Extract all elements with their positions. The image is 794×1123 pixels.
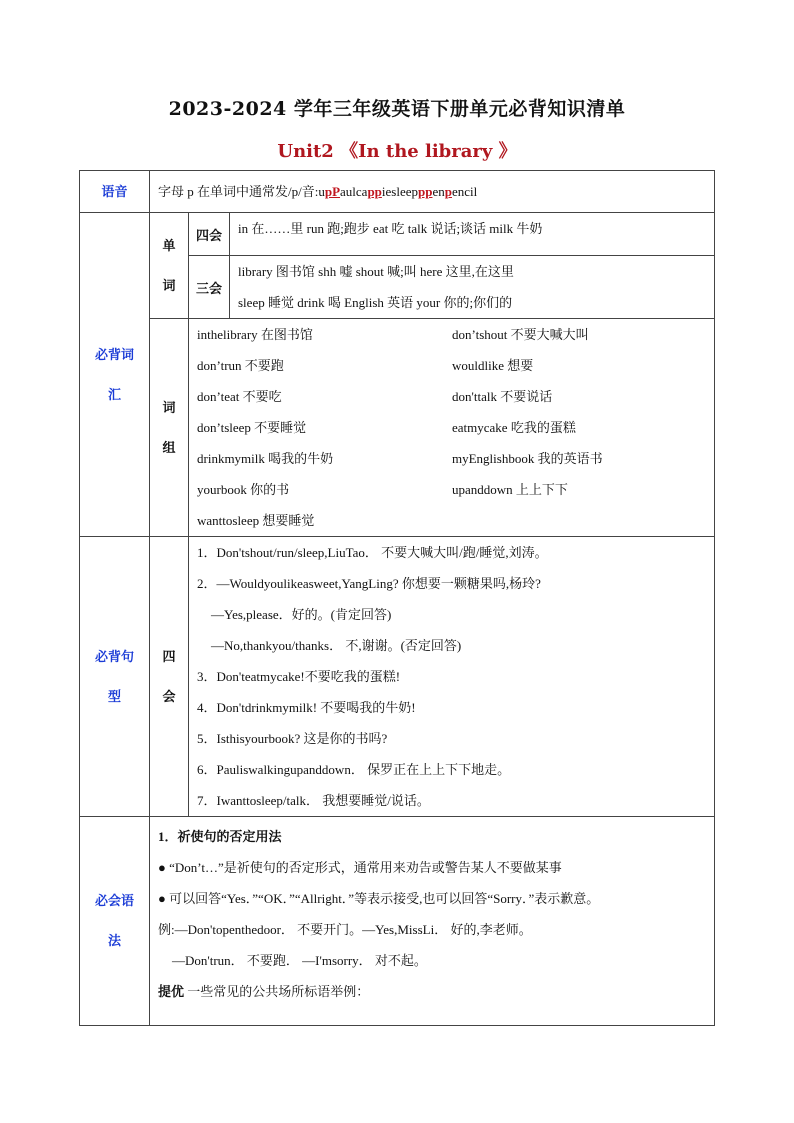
sentence-item: 7．Iwanttosleep/talk． 我想要睡觉/说话。: [197, 793, 430, 808]
sentence-item: 2．—Wouldyoulikeasweet,YangLing? 你想要一颗糖果吗,杨玲?: [197, 576, 541, 591]
phrase-item: [452, 505, 714, 536]
phrase-item: wanttosleep 想要睡觉: [197, 513, 315, 528]
phonics-word-post: iesleep: [381, 184, 418, 199]
phrase-item: myEnglishbook 我的英语书: [452, 451, 603, 466]
vocab-row-phrases: [80, 319, 715, 537]
words-label: 单 词: [150, 213, 189, 319]
vocab-section-label: 必背词 汇: [80, 213, 150, 537]
sentence-item: 6．Pauliswalkingupanddown． 保罗正在上上下下地走。: [197, 762, 511, 777]
phrase-item: drinkmymilk 喝我的牛奶: [197, 451, 334, 466]
phrase-item: don’teat 不要吃: [197, 389, 282, 404]
phonics-label: 语音: [80, 171, 150, 213]
phonics-highlight: pp: [367, 184, 382, 199]
grammar-tip: 提优 一些常见的公共场所标语举例：: [158, 984, 370, 999]
phonics-word: [445, 184, 478, 199]
phrase-item: don'ttalk 不要说话: [452, 389, 553, 404]
phonics-word: [418, 184, 445, 199]
phrase-item: eatmycake 吃我的蛋糕: [452, 420, 576, 435]
sentence-item: 5．Isthisyourbook? 这是你的书吗?: [197, 731, 388, 746]
phonics-highlight: pP: [324, 184, 341, 199]
phrase-list: [189, 319, 714, 536]
sentence-item: 4．Don'tdrinkmymilk! 不要喝我的牛奶!: [197, 700, 416, 715]
level4-label: 四会: [189, 213, 230, 256]
sentences-row: [80, 537, 715, 817]
phrase-item: don’tsleep 不要睡觉: [197, 420, 307, 435]
unit-title: Unit2 《In the library 》: [277, 141, 517, 162]
level3-words-line2: sleep 睡觉 drink 喝 English 英语 your 你的;你们的: [238, 295, 513, 310]
sentence-item: —No,thankyou/thanks． 不,谢谢。(否定回答): [211, 638, 462, 653]
level4-words: in 在……里 run 跑;跑步 eat 吃 talk 说话;谈话 milk 牛奶: [238, 221, 543, 236]
sentences-section-label: 必背句 型: [80, 537, 150, 817]
phonics-word-post: aulca: [340, 184, 368, 199]
sentences-level-label: 四 会: [150, 537, 189, 817]
phonics-highlight: pp: [418, 184, 433, 199]
tip-label: 提优: [158, 984, 185, 999]
phonics-word-post: encil: [451, 184, 478, 199]
phonics-words: [318, 184, 477, 199]
phonics-word: [367, 184, 418, 199]
phrase-item: don’tshout 不要大喊大叫: [452, 327, 589, 342]
grammar-bullet-2: ● 可以回答“Yes．”“OK．”“Allright．”等表示接受,也可以回答“Sorry．”表示歉意。: [158, 891, 600, 906]
phrase-item: yourbook 你的书: [197, 482, 290, 497]
phonics-row: [80, 171, 715, 213]
sentence-item: —Yes,please．好的。(肯定回答): [211, 607, 392, 622]
phonics-text: 字母 p 在单词中通常发/p/音:upPaulcappiesleepppenpencil: [158, 184, 478, 199]
grammar-section-label: 必会语 法: [80, 817, 150, 1026]
level3-words-line1: library 图书馆 shh 嘘 shout 喊;叫 here 这里,在这里: [238, 264, 514, 279]
knowledge-table: [79, 170, 715, 1026]
sentence-item: 1．Don'tshout/run/sleep,LiuTao． 不要大喊大叫/跑/睡觉,刘涛。: [197, 545, 548, 560]
grammar-bullet-1: ● “Don’t…”是祈使句的否定形式，通常用来劝告或警告某人不要做某事: [158, 860, 562, 875]
phonics-word-pre: u: [318, 184, 325, 199]
phrase-item: inthelibrary 在图书馆: [197, 327, 313, 342]
grammar-example-2: —Don'trun． 不要跑． —I'msorry． 对不起。: [172, 953, 427, 968]
vocab-row-level4: [80, 213, 715, 256]
page-title: 2023-2024 学年三年级英语下册单元必背知识清单: [168, 98, 626, 120]
grammar-row: [80, 817, 715, 1026]
phrase-item: don’trun 不要跑: [197, 358, 284, 373]
phonics-highlight: p: [444, 184, 452, 199]
level3-label: 三会: [189, 256, 230, 319]
sentence-list: [189, 537, 714, 816]
phrase-item: upanddown 上上下下: [452, 482, 568, 497]
grammar-heading: 1．祈使句的否定用法: [158, 829, 282, 844]
sentence-item: 3．Don'teatmycake!不要吃我的蛋糕!: [197, 669, 401, 684]
grammar-example-1: 例:—Don'topenthedoor． 不要开门。—Yes,MissLi． 好的,李老师。: [158, 922, 532, 937]
phrase-item: wouldlike 想要: [452, 358, 534, 373]
phonics-word-post: en: [432, 184, 445, 199]
phrases-label: 词 组: [150, 319, 189, 537]
phonics-word: [318, 184, 367, 199]
